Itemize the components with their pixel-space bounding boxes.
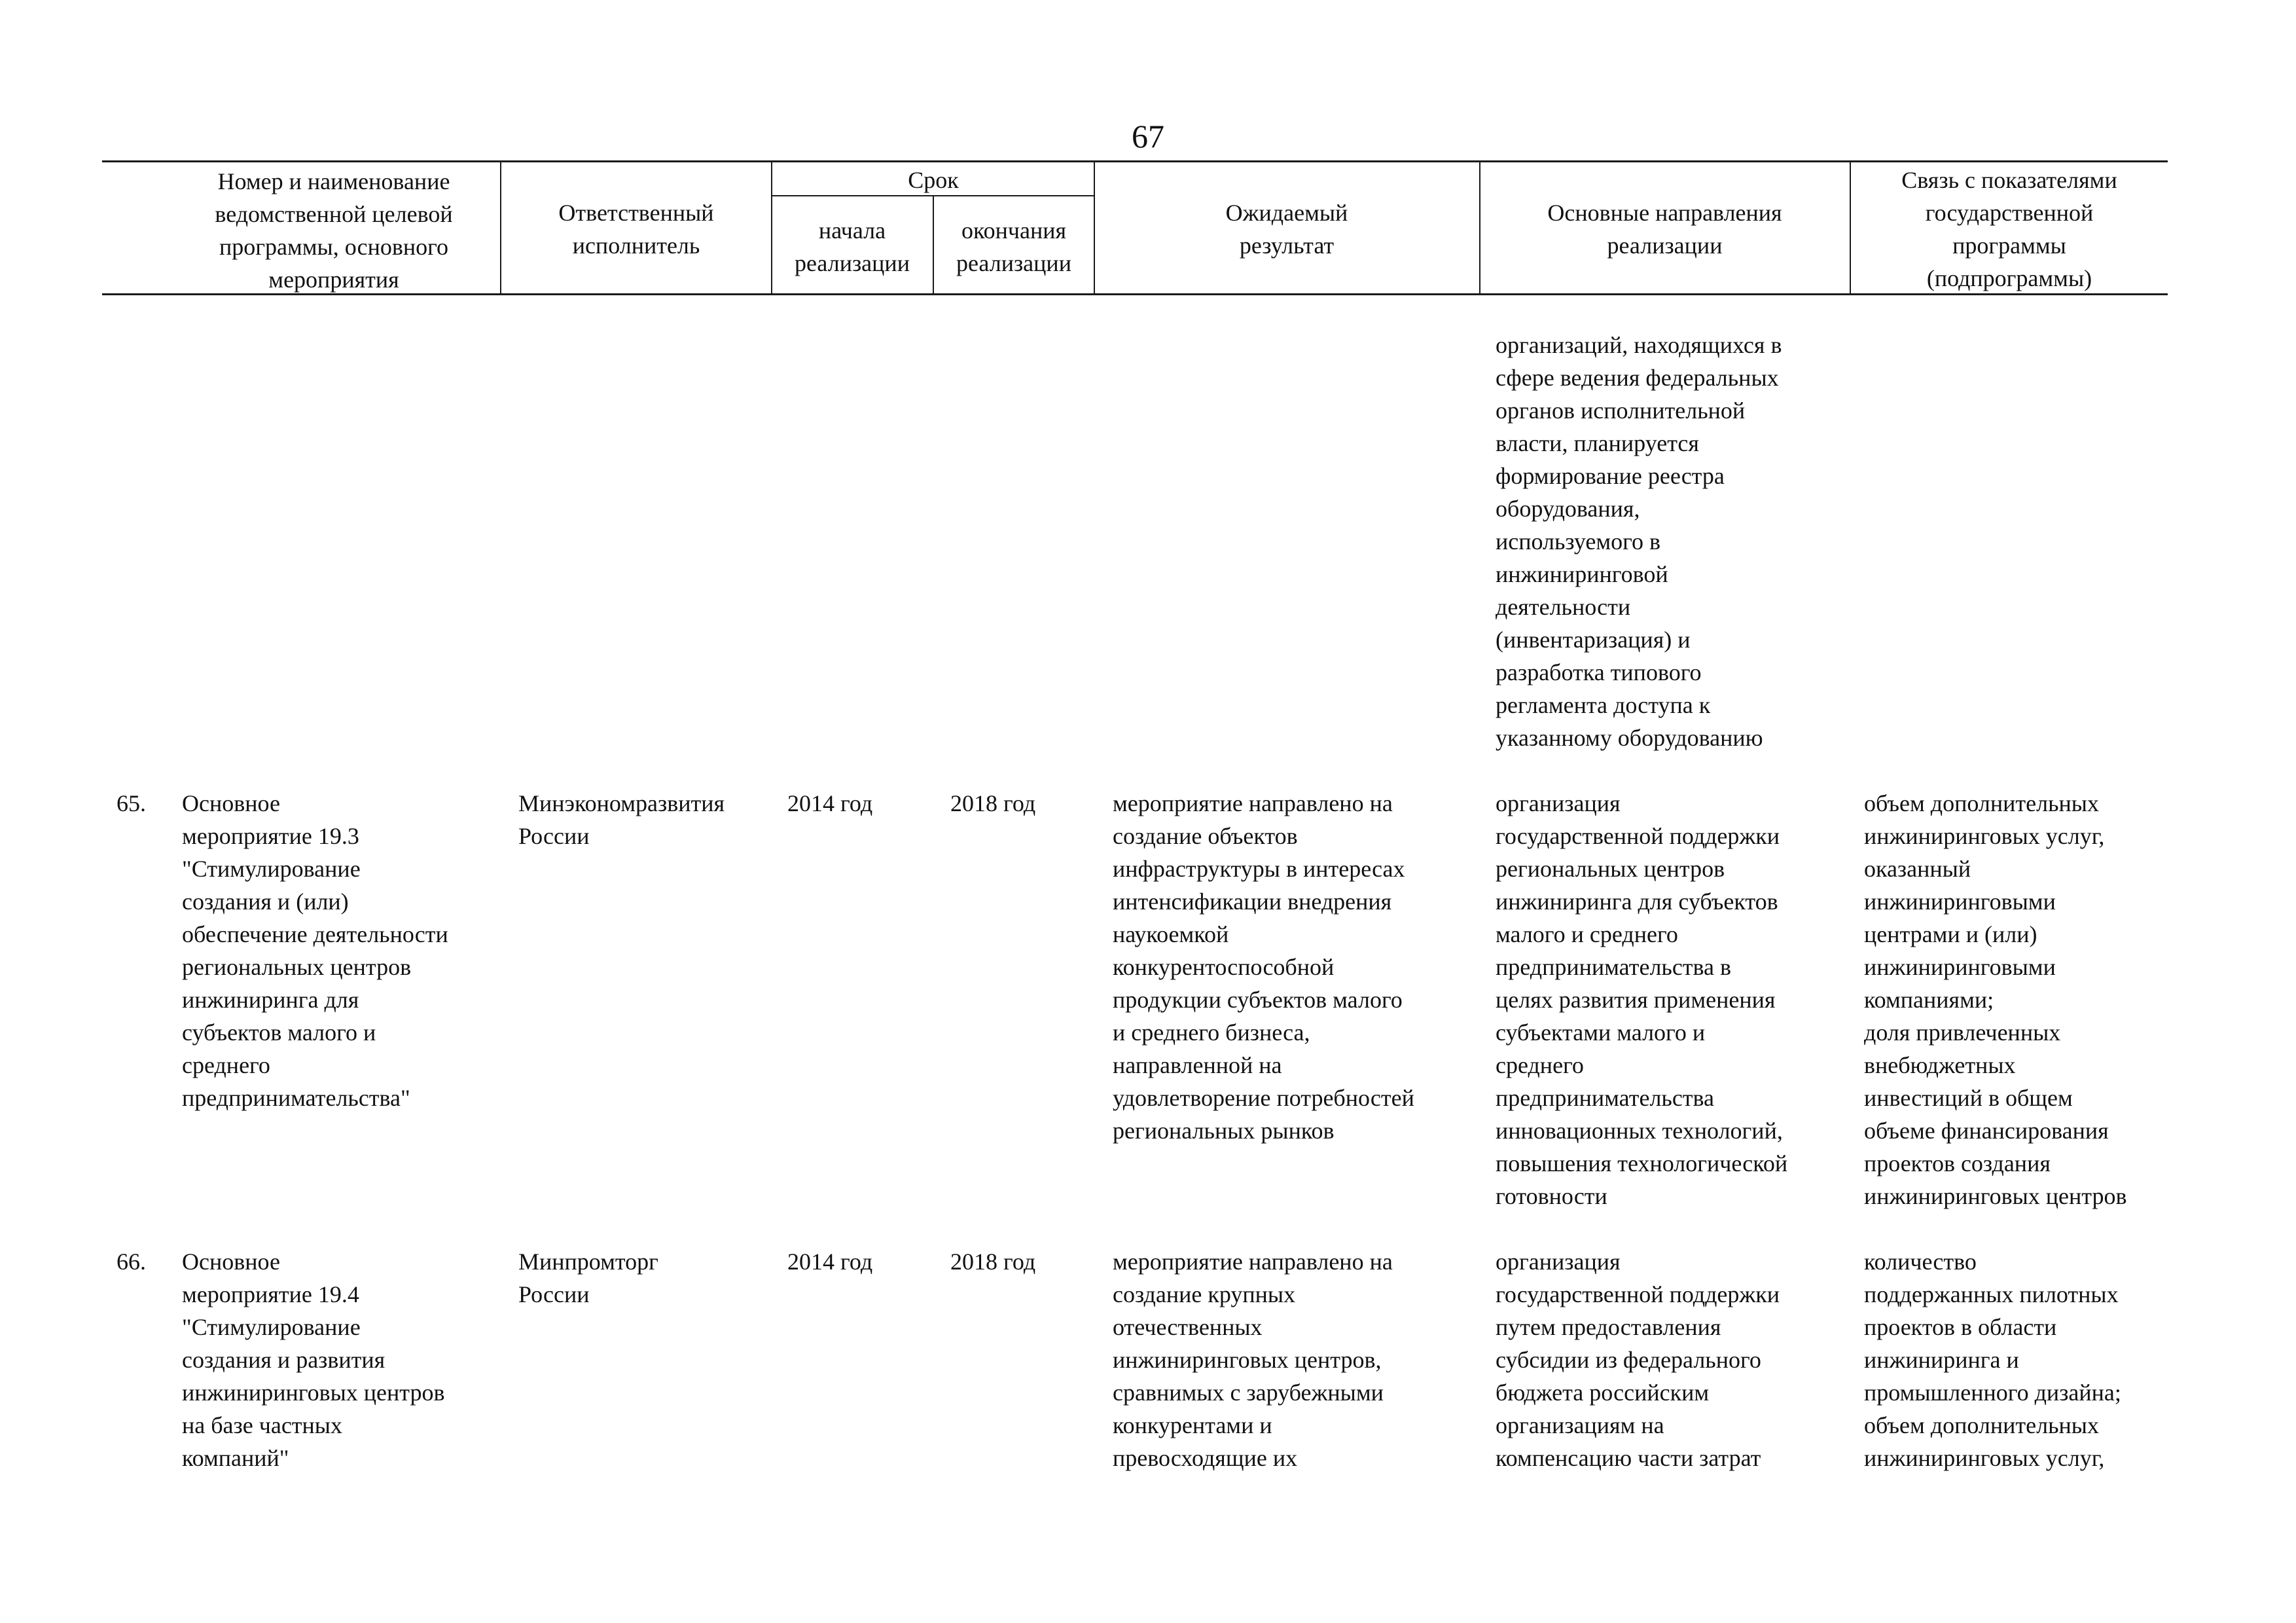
- header-result-line: результат: [1239, 232, 1335, 259]
- text-line: "Стимулирование: [182, 856, 361, 882]
- row-name: [182, 1245, 444, 1474]
- row-result: [1113, 787, 1414, 1147]
- text-line: регламента доступа к: [1496, 692, 1711, 718]
- text-line: инвестиций в общем: [1864, 1085, 2073, 1111]
- header-top-rule: [102, 160, 2168, 162]
- text-line: проектов в области: [1864, 1314, 2057, 1340]
- text-line: создание крупных: [1113, 1281, 1296, 1307]
- text-line: инжиниринга и: [1864, 1347, 2019, 1373]
- text-line: отечественных: [1113, 1314, 1263, 1340]
- text-line: региональных центров: [182, 954, 412, 980]
- header-link-line: программы: [1952, 232, 2066, 259]
- text-line: органов исполнительной: [1496, 397, 1746, 424]
- header-name: [170, 165, 497, 296]
- text-line: доля привлеченных: [1864, 1019, 2061, 1046]
- text-line: превосходящие их: [1113, 1445, 1298, 1471]
- text-line: проектов создания: [1864, 1150, 2051, 1176]
- text-line: количество: [1864, 1249, 1977, 1275]
- text-line: инновационных технологий,: [1496, 1118, 1783, 1144]
- header-start: [772, 214, 932, 280]
- text-line: готовности: [1496, 1183, 1607, 1209]
- text-line: бюджета российским: [1496, 1379, 1710, 1406]
- row-start: 2014 год: [787, 1249, 873, 1275]
- text-line: инфраструктуры в интересах: [1113, 856, 1405, 882]
- text-line: компенсацию части затрат: [1496, 1445, 1761, 1471]
- text-line: оборудования,: [1496, 496, 1640, 522]
- text-line: инжиниринговой: [1496, 561, 1668, 587]
- text-line: инжиниринговых услуг,: [1864, 823, 2105, 849]
- text-line: объеме финансирования: [1864, 1118, 2109, 1144]
- text-line: России: [518, 823, 590, 849]
- text-line: среднего: [1496, 1052, 1584, 1078]
- text-line: обеспечение деятельности: [182, 921, 448, 947]
- header-divider-1: [500, 160, 501, 295]
- text-line: организация: [1496, 1249, 1621, 1275]
- header-name-line: мероприятия: [268, 266, 399, 293]
- text-line: инжиниринговыми: [1864, 888, 2056, 915]
- row-number: 65.: [117, 790, 146, 816]
- text-line: создание объектов: [1113, 823, 1298, 849]
- text-line: направленной на: [1113, 1052, 1282, 1078]
- text-line: инжиниринга для: [182, 987, 359, 1013]
- text-line: мероприятие 19.4: [182, 1281, 359, 1307]
- text-line: Основное: [182, 1249, 280, 1275]
- row-end: 2018 год: [950, 790, 1036, 816]
- text-line: используемого в: [1496, 528, 1661, 555]
- text-line: конкурентами и: [1113, 1412, 1272, 1438]
- text-line: Минэкономразвития: [518, 790, 725, 816]
- text-line: предпринимательства": [182, 1085, 410, 1111]
- page-number: 67: [1132, 118, 1164, 155]
- header-link-line: Связь с показателями: [1901, 167, 2117, 193]
- text-line: власти, планируется: [1496, 430, 1699, 456]
- row-link: [1864, 787, 2126, 1213]
- text-line: объем дополнительных: [1864, 1412, 2099, 1438]
- text-line: инжиниринга для субъектов: [1496, 888, 1778, 915]
- header-name-line: ведомственной целевой: [215, 201, 453, 227]
- text-line: субъектами малого и: [1496, 1019, 1706, 1046]
- text-line: инжиниринговых центров,: [1113, 1347, 1382, 1373]
- header-link: [1851, 164, 2168, 295]
- text-line: конкурентоспособной: [1113, 954, 1335, 980]
- text-line: компаний": [182, 1445, 289, 1471]
- header-end-line: окончания: [961, 217, 1067, 244]
- row-executor: [518, 1245, 658, 1311]
- text-line: предпринимательства: [1496, 1085, 1715, 1111]
- header-start-line: начала: [818, 217, 886, 244]
- text-line: государственной поддержки: [1496, 823, 1780, 849]
- text-line: организация: [1496, 790, 1621, 816]
- text-line: предпринимательства в: [1496, 954, 1732, 980]
- text-line: организаций, находящихся в: [1496, 332, 1782, 358]
- header-name-line: Номер и наименование: [217, 168, 450, 194]
- row-end: 2018 год: [950, 1249, 1036, 1275]
- text-line: мероприятие направлено на: [1113, 1249, 1393, 1275]
- text-line: мероприятие направлено на: [1113, 790, 1393, 816]
- text-line: Минпромторг: [518, 1249, 658, 1275]
- text-line: субъектов малого и: [182, 1019, 376, 1046]
- text-line: сфере ведения федеральных: [1496, 365, 1779, 391]
- text-line: субсидии из федерального: [1496, 1347, 1761, 1373]
- text-line: разработка типового: [1496, 659, 1702, 685]
- text-line: наукоемкой: [1113, 921, 1229, 947]
- row-executor: [518, 787, 725, 852]
- header-directions-line: реализации: [1607, 232, 1723, 259]
- header-end-line: реализации: [956, 250, 1071, 276]
- text-line: сравнимых с зарубежными: [1113, 1379, 1384, 1406]
- text-line: малого и среднего: [1496, 921, 1678, 947]
- text-line: оказанный: [1864, 856, 1971, 882]
- header-executor-line: исполнитель: [572, 232, 700, 259]
- header-link-line: государственной: [1925, 200, 2094, 226]
- header-term: Срок: [908, 167, 959, 193]
- text-line: инжиниринговых центров: [182, 1379, 445, 1406]
- text-line: на базе частных: [182, 1412, 342, 1438]
- text-line: организациям на: [1496, 1412, 1664, 1438]
- row-directions: [1496, 1245, 1780, 1474]
- text-line: инжиниринговых услуг,: [1864, 1445, 2105, 1471]
- text-line: удовлетворение потребностей: [1113, 1085, 1414, 1111]
- text-line: повышения технологической: [1496, 1150, 1788, 1176]
- text-line: путем предоставления: [1496, 1314, 1721, 1340]
- text-line: центрами и (или): [1864, 921, 2037, 947]
- text-line: формирование реестра: [1496, 463, 1725, 489]
- continuation-directions: [1496, 329, 1782, 754]
- header-executor-line: Ответственный: [558, 200, 714, 226]
- header-name-line: программы, основного: [219, 234, 449, 260]
- text-line: объем дополнительных: [1864, 790, 2099, 816]
- text-line: (инвентаризация) и: [1496, 627, 1691, 653]
- text-line: создания и развития: [182, 1347, 386, 1373]
- text-line: поддержанных пилотных: [1864, 1281, 2119, 1307]
- text-line: государственной поддержки: [1496, 1281, 1780, 1307]
- text-line: интенсификации внедрения: [1113, 888, 1392, 915]
- header-directions-line: Основные направления: [1547, 200, 1782, 226]
- header-result-line: Ожидаемый: [1225, 200, 1348, 226]
- text-line: создания и (или): [182, 888, 349, 915]
- text-line: региональных центров: [1496, 856, 1725, 882]
- text-line: деятельности: [1496, 594, 1631, 620]
- text-line: инжиниринговыми: [1864, 954, 2056, 980]
- header-executor: [503, 196, 770, 262]
- row-link: [1864, 1245, 2121, 1474]
- text-line: "Стимулирование: [182, 1314, 361, 1340]
- text-line: компаниями;: [1864, 987, 1994, 1013]
- header-directions: [1480, 196, 1849, 262]
- header-result: [1095, 196, 1479, 262]
- text-line: инжиниринговых центров: [1864, 1183, 2127, 1209]
- text-line: продукции субъектов малого: [1113, 987, 1403, 1013]
- text-line: региональных рынков: [1113, 1118, 1335, 1144]
- header-link-line: (подпрограммы): [1926, 265, 2092, 291]
- text-line: указанному оборудованию: [1496, 725, 1763, 751]
- row-start: 2014 год: [787, 790, 873, 816]
- header-end: [934, 214, 1094, 280]
- row-name: [182, 787, 448, 1114]
- text-line: Основное: [182, 790, 280, 816]
- text-line: России: [518, 1281, 590, 1307]
- row-directions: [1496, 787, 1787, 1213]
- text-line: и среднего бизнеса,: [1113, 1019, 1310, 1046]
- text-line: внебюджетных: [1864, 1052, 2016, 1078]
- text-line: среднего: [182, 1052, 270, 1078]
- row-result: [1113, 1245, 1393, 1474]
- text-line: мероприятие 19.3: [182, 823, 359, 849]
- text-line: целях развития применения: [1496, 987, 1776, 1013]
- row-number: 66.: [117, 1249, 146, 1275]
- text-line: промышленного дизайна;: [1864, 1379, 2121, 1406]
- header-start-line: реализации: [795, 250, 910, 276]
